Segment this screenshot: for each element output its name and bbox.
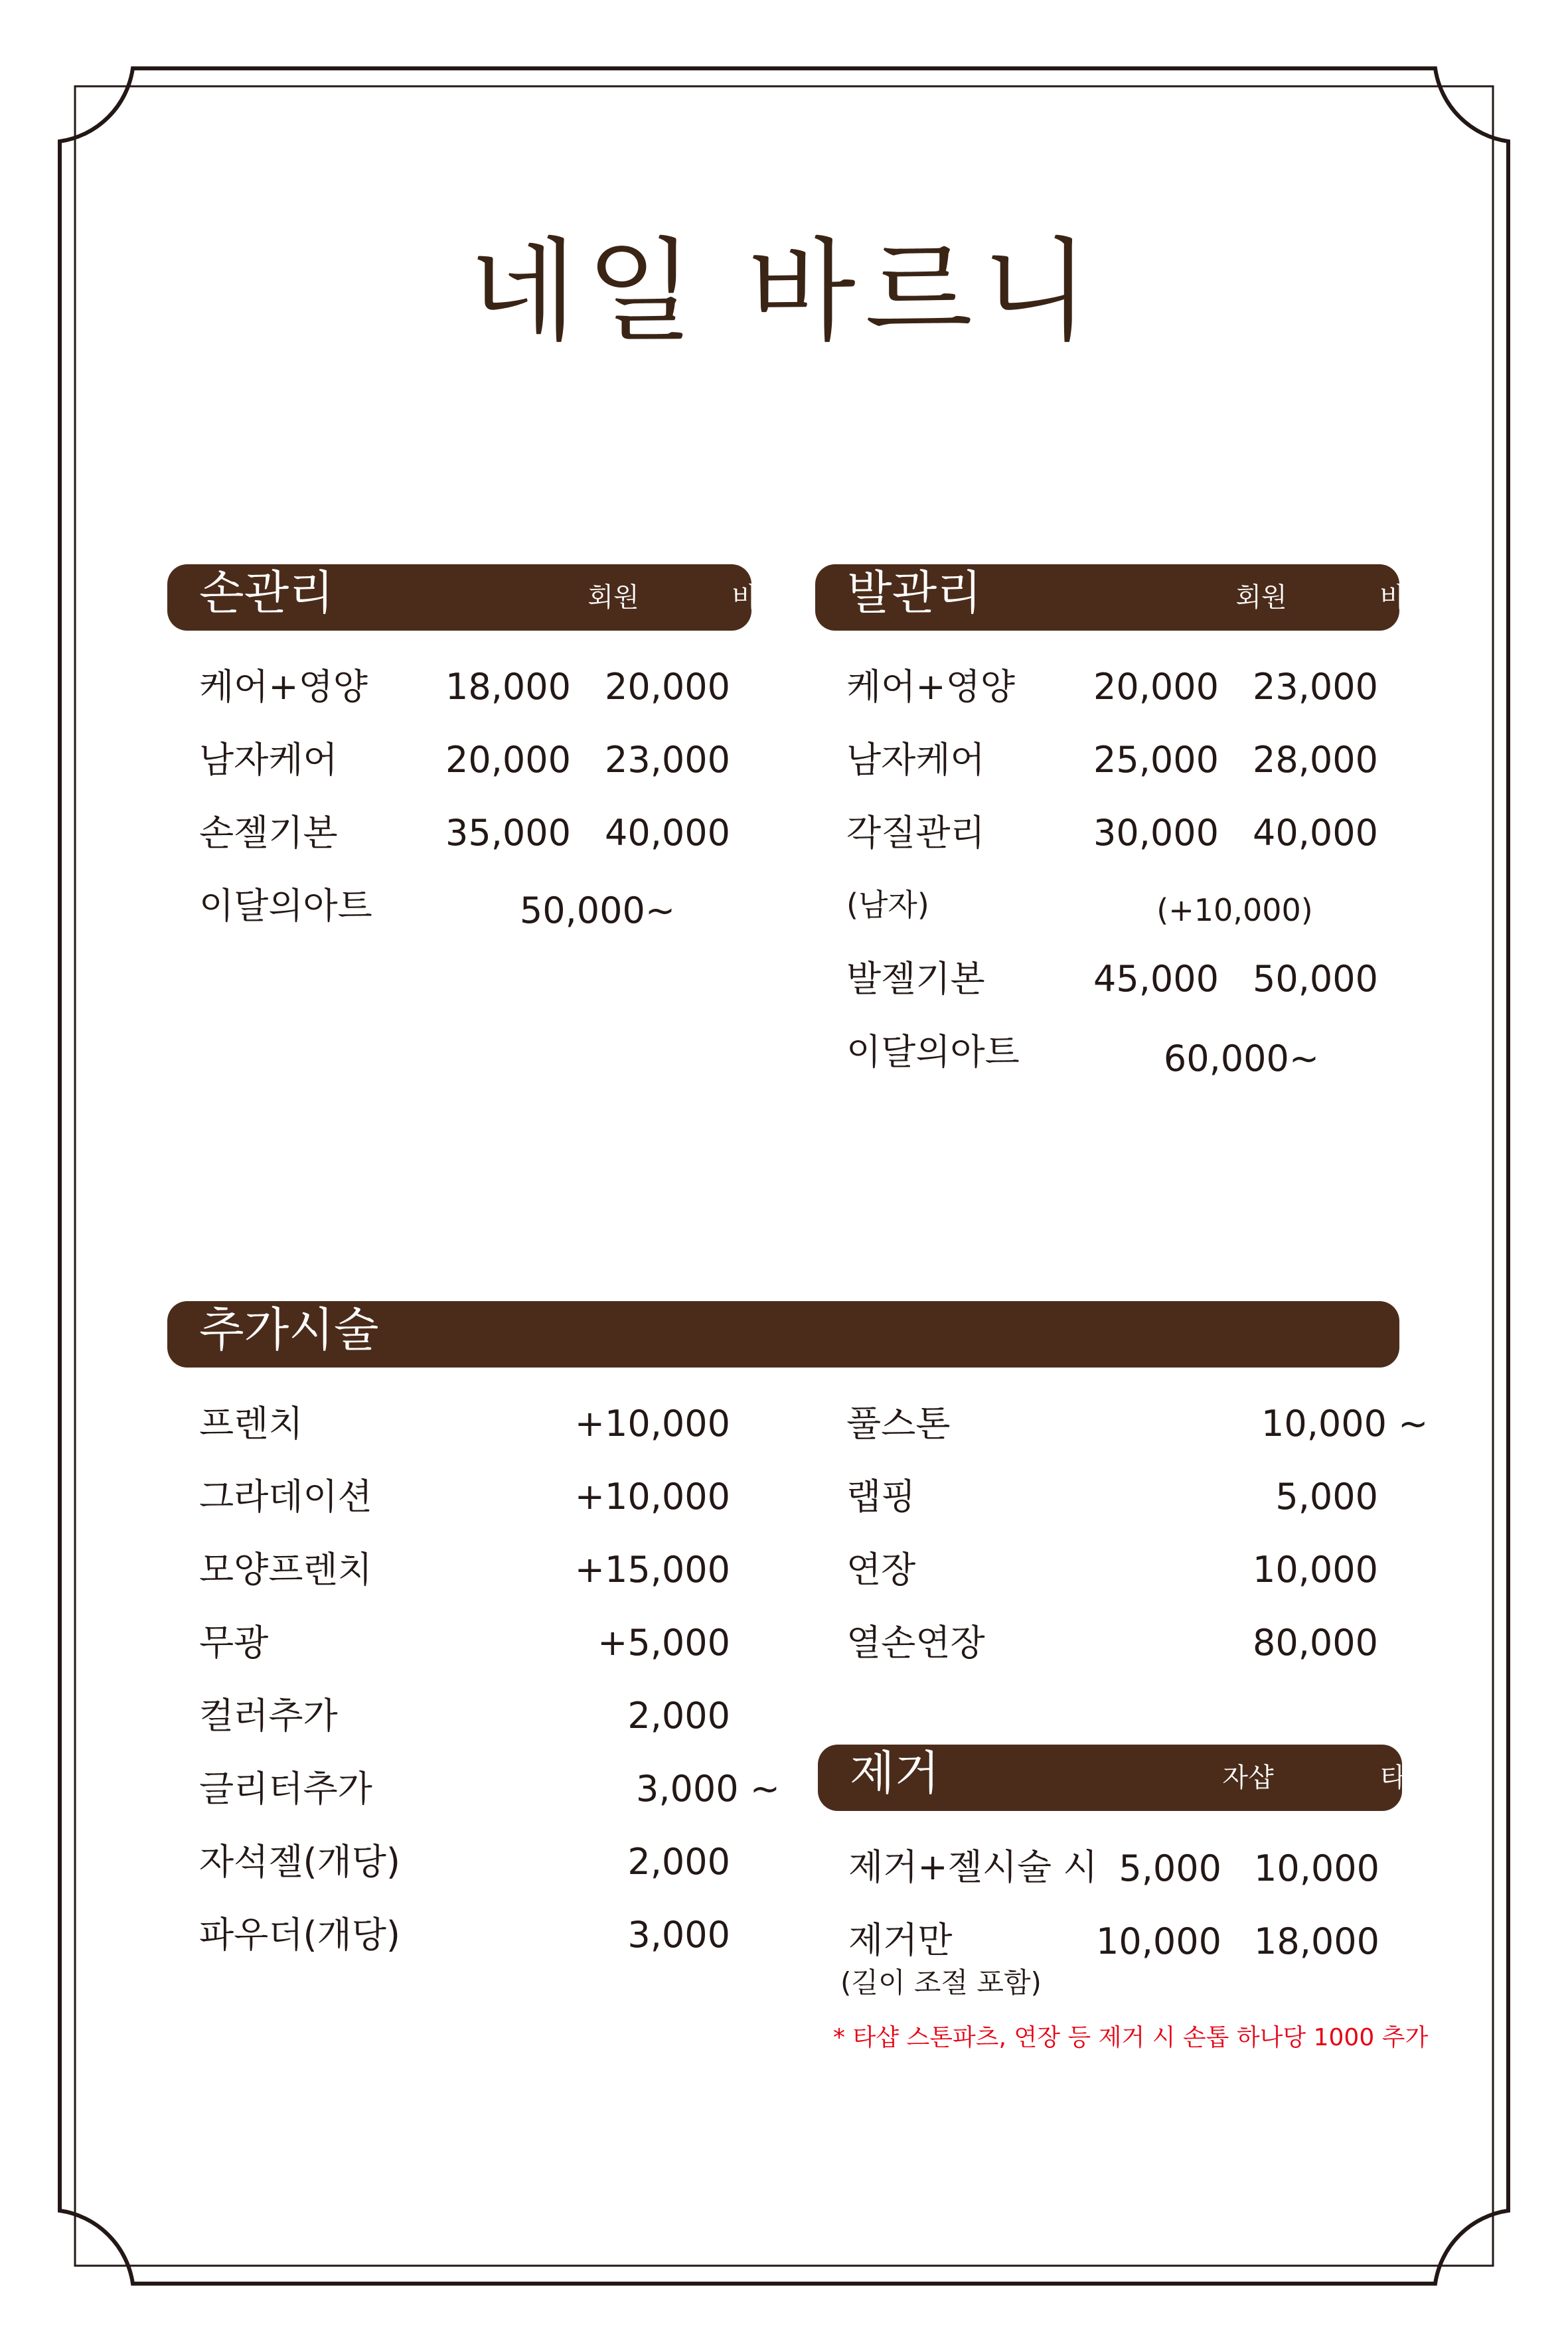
hand-monthly-art-name: 이달의아트 [199, 885, 372, 927]
extra-name: 연장 [846, 1549, 916, 1591]
foot-monthly-art-price: 60,000~ [1163, 1038, 1320, 1079]
foot-row-member: 25,000 [1093, 739, 1219, 781]
extra-price: 3,000 [627, 1914, 730, 1956]
removal-col-other: 타샵 [1380, 1763, 1432, 1793]
removal-row-other: 10,000 [1254, 1847, 1379, 1889]
extra-price: 80,000 [1253, 1622, 1378, 1664]
extra-name: 파우더(개당) [199, 1914, 400, 1956]
extra-price: 10,000 ~ [1261, 1403, 1429, 1445]
foot-monthly-art-name: 이달의아트 [846, 1031, 1020, 1073]
removal-row-own: 5,000 [1119, 1847, 1221, 1889]
hand-care-header [167, 564, 809, 631]
foot-row-name: 각질관리 [846, 812, 985, 854]
hand-monthly-art-price: 50,000~ [519, 890, 676, 931]
hand-row-member: 35,000 [445, 812, 571, 854]
foot-care-header [815, 564, 1456, 631]
foot-basic-gel-name: 발젤기본 [846, 958, 985, 1000]
foot-row-nonmember: 23,000 [1253, 666, 1378, 708]
extra-name: 모양프렌치 [199, 1549, 372, 1591]
extra-price: 10,000 [1253, 1549, 1378, 1591]
hand-row-nonmember: 23,000 [605, 739, 730, 781]
extra-name: 그라데이션 [199, 1476, 372, 1518]
foot-basic-gel-nonmember: 50,000 [1253, 958, 1378, 1000]
extra-name: 열손연장 [846, 1622, 985, 1664]
foot-row-member: 30,000 [1093, 812, 1219, 854]
hand-row-name: 손젤기본 [199, 812, 338, 854]
extra-name: 풀스톤 [846, 1403, 951, 1445]
extra-price: 2,000 [627, 1841, 730, 1883]
hand-row-nonmember: 20,000 [605, 666, 730, 708]
hand-row-name: 케어+영양 [199, 666, 368, 708]
hand-row-member: 18,000 [445, 666, 571, 708]
extra-price: 2,000 [627, 1695, 730, 1737]
removal-row-name: 제거+젤시술 시 [848, 1846, 1098, 1888]
foot-male-note-price: (+10,000) [1156, 892, 1313, 928]
hand-care-title: 손관리 [199, 566, 334, 620]
hand-row-member: 20,000 [445, 739, 571, 781]
removal-title: 제거 [850, 1746, 940, 1800]
removal-row-own: 10,000 [1096, 1921, 1221, 1962]
removal-sub-note: (길이 조절 포함) [840, 1966, 1042, 1999]
foot-col-nonmember: 비회원 [1379, 582, 1456, 613]
removal-row-other: 18,000 [1254, 1921, 1379, 1962]
shop-title: 네일 바르니 [469, 226, 1099, 356]
extra-name: 컬러추가 [199, 1695, 338, 1737]
extra-price: 5,000 [1275, 1476, 1378, 1518]
foot-col-member: 회원 [1235, 582, 1287, 613]
hand-row-nonmember: 40,000 [605, 812, 730, 854]
foot-row-name: 케어+영양 [846, 666, 1015, 708]
extras-title: 추가시술 [199, 1302, 379, 1357]
hand-col-nonmember: 비회원 [732, 582, 809, 613]
extra-price: +10,000 [574, 1476, 730, 1518]
foot-row-nonmember: 28,000 [1253, 739, 1378, 781]
extra-name: 랩핑 [846, 1476, 916, 1518]
extra-name: 자석젤(개당) [199, 1841, 400, 1883]
extra-price: +5,000 [597, 1622, 730, 1664]
extra-price: +15,000 [574, 1549, 730, 1591]
removal-col-own: 자샵 [1222, 1763, 1274, 1793]
foot-care-title: 발관리 [847, 566, 982, 620]
foot-male-note-name: (남자) [846, 887, 929, 923]
extra-name: 무광 [199, 1622, 269, 1664]
hand-row-name: 남자케어 [199, 739, 338, 781]
foot-row-nonmember: 40,000 [1253, 812, 1378, 854]
extra-price: 3,000 ~ [636, 1768, 781, 1810]
foot-row-name: 남자케어 [846, 739, 985, 781]
extra-price: +10,000 [574, 1403, 730, 1445]
hand-col-member: 회원 [588, 582, 639, 613]
extra-name: 프렌치 [199, 1403, 303, 1445]
removal-row-name: 제거만 [848, 1919, 953, 1961]
foot-basic-gel-member: 45,000 [1093, 958, 1219, 1000]
foot-row-member: 20,000 [1093, 666, 1219, 708]
removal-footnote: * 타샵 스톤파츠, 연장 등 제거 시 손톱 하나당 1000 추가 [833, 2024, 1429, 2051]
extras-header [167, 1301, 1399, 1368]
extra-name: 글리터추가 [199, 1768, 372, 1810]
removal-header [818, 1745, 1432, 1811]
